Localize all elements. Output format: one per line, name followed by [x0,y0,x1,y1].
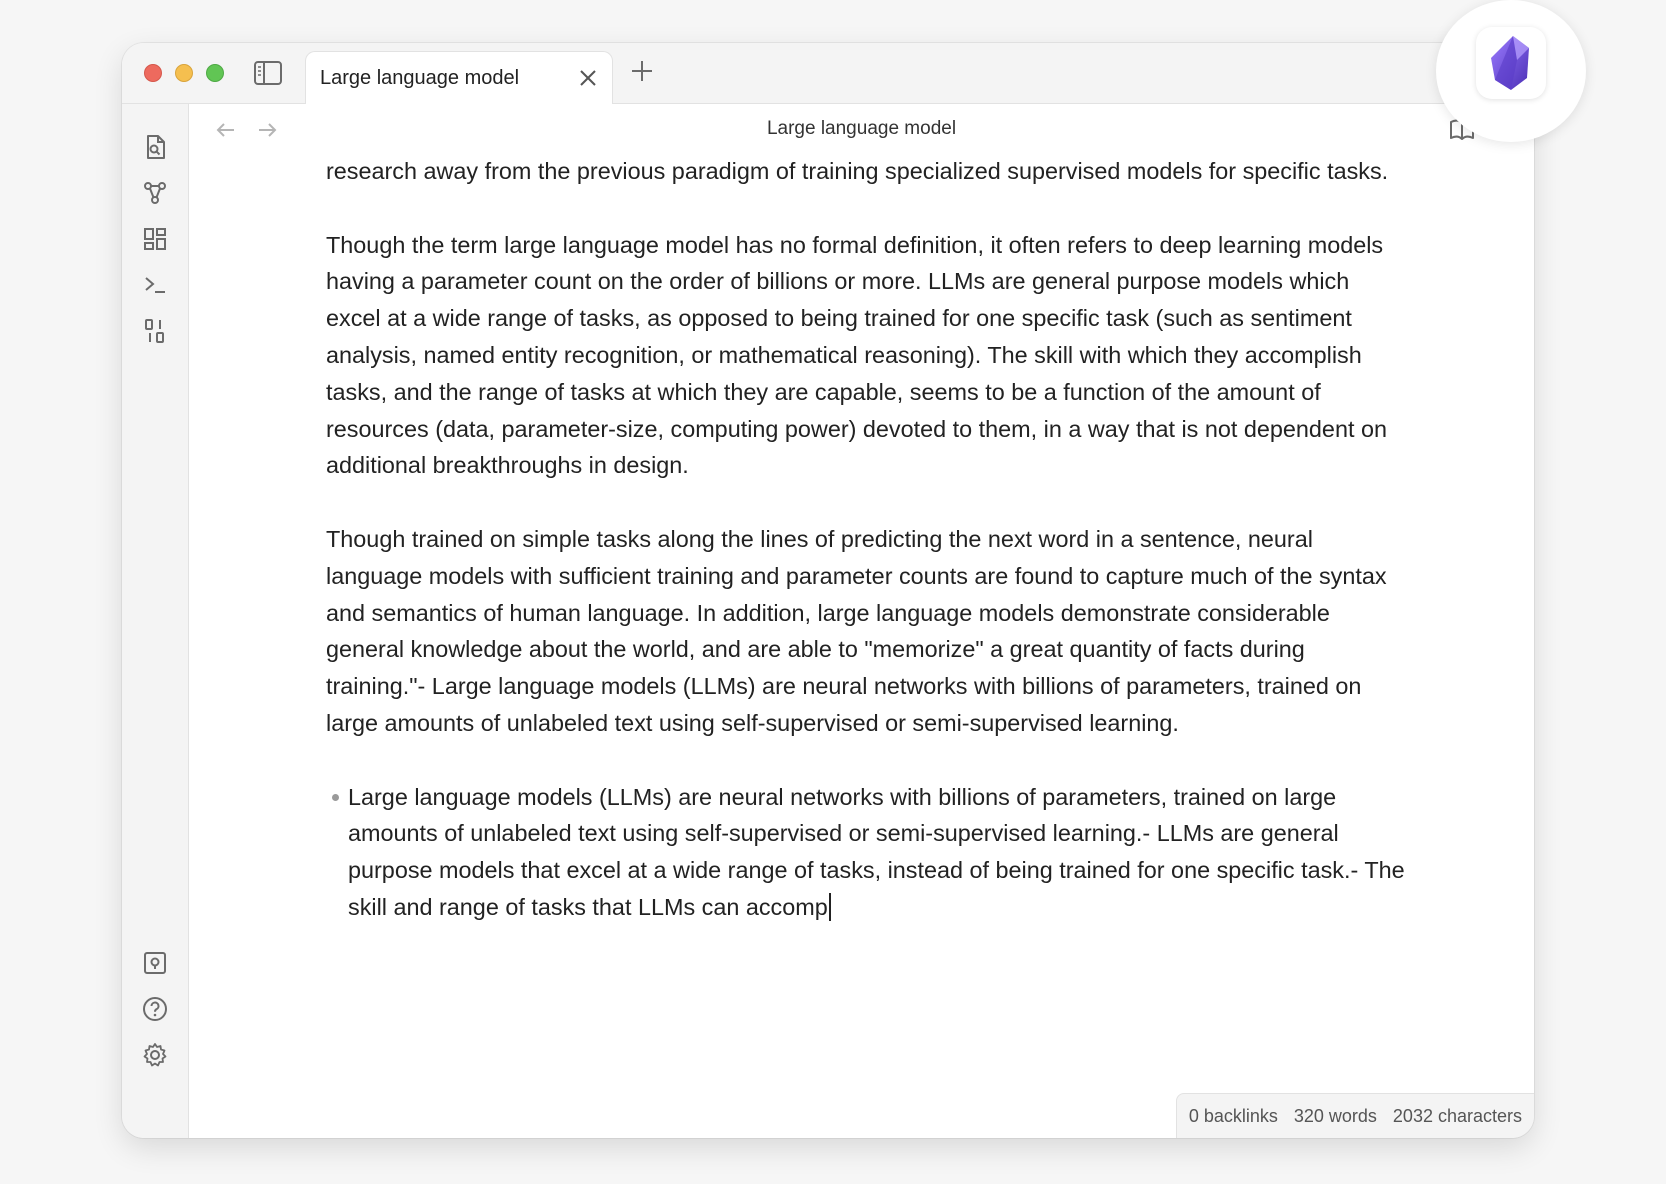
graph-view-icon[interactable] [138,176,172,210]
paragraph: research away from the previous paradigm of training specialized supervised models for specific tasks. [326,158,1389,184]
app-logo-badge [1436,0,1586,142]
close-icon[interactable] [578,68,598,88]
canvas-icon[interactable] [138,222,172,256]
backlinks-count[interactable]: 0 backlinks [1188,1105,1278,1126]
tab-large-language-model[interactable] [305,51,613,104]
bullet-list [326,779,1406,926]
word-count: 320 words [1293,1105,1377,1126]
view-header [189,104,1534,156]
tab-title: Large language model [320,67,520,89]
search-files-icon[interactable] [138,130,172,164]
minimize-window-button[interactable] [175,64,193,82]
obsidian-logo-icon [1476,27,1546,99]
bullet-dot-icon [332,794,339,801]
view-title: Large language model [766,118,957,139]
paragraph: Though the term large language model has no formal definition, it often refers to deep learning models having a parameter count on the order of billions or more. LLMs are general purpose models which excel at a wide range of tasks, as opposed to being trained for one specific task (such as sentiment analysis, named entity recognition, or mathematical reasoning). The skill with which they accomplish tasks, and the range of tasks at which they are capable, seems to be a function of the amount of resources (data, parameter-size, computing power) devoted to them, in a way that is not dependent on additional breakthroughs in design. [326,231,1387,479]
note-editor[interactable] [326,153,1406,926]
help-icon[interactable] [138,992,172,1026]
status-bar [1176,1093,1534,1138]
zoom-window-button[interactable] [206,64,224,82]
app-window [122,43,1534,1138]
vault-icon[interactable] [138,946,172,980]
sidebar-toggle-icon[interactable] [253,59,283,87]
list-item [348,779,1406,926]
command-palette-icon[interactable] [138,268,172,302]
binary-icon[interactable] [138,314,172,348]
list-item-text: Large language models (LLMs) are neural networks with billions of parameters, trained on large amounts of unlabeled text using self-supervised or semi-supervised learning.- LLMs are general purpose models that excel at a wide range of tasks, instead of being trained for one specific task.- The skill and range of tasks that LLMs can accomp [348,783,1405,920]
paragraph: Though trained on simple tasks along the lines of predicting the next word in a sentence, neural language models with sufficient training and parameter counts are found to capture much of the syntax and semantics of human language. In addition, large language models demonstrate considerable general knowledge about the world, and are able to "memorize" a great quantity of facts during training."- Large language models (LLMs) are neural networks with billions of parameters, trained on large amounts of unlabeled text using self-supervised or semi-supervised learning. [326,525,1387,736]
left-ribbon [122,104,189,1138]
settings-icon[interactable] [138,1038,172,1072]
new-tab-plus-icon[interactable] [628,57,656,85]
text-cursor [829,893,831,921]
close-window-button[interactable] [144,64,162,82]
title-bar [122,43,1534,104]
character-count: 2032 characters [1392,1105,1522,1126]
